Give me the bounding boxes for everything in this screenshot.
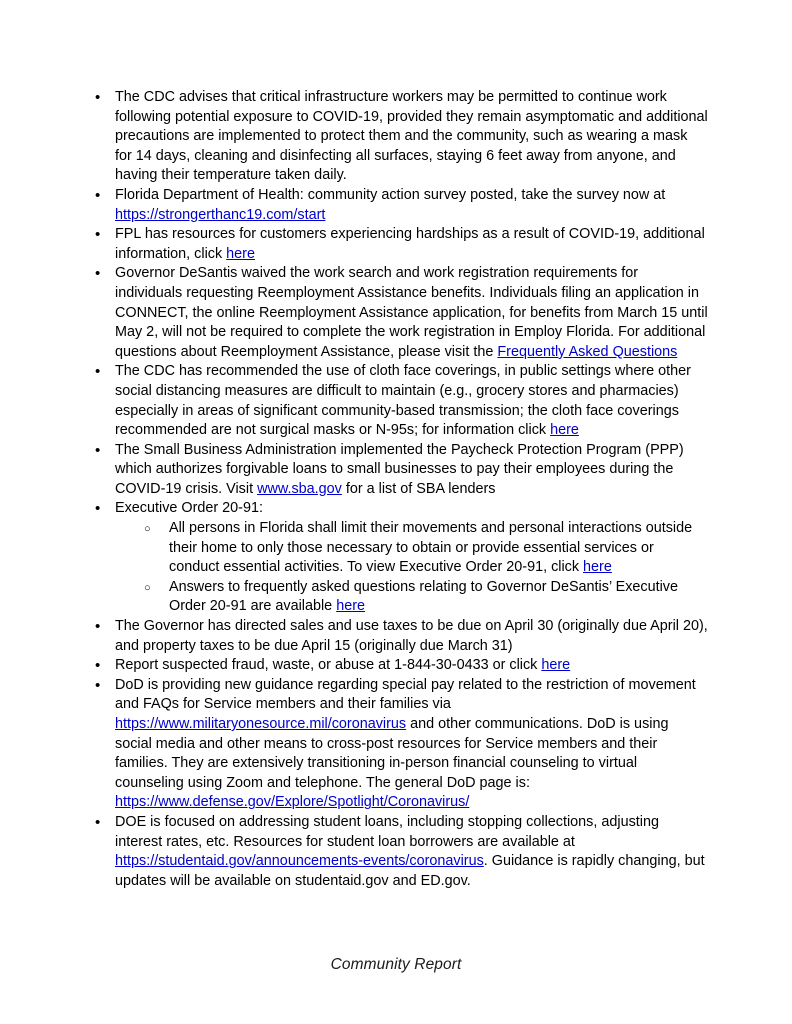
disc-bullet-icon: [95, 88, 109, 109]
hyperlink[interactable]: here: [550, 422, 579, 439]
list-item: [88, 264, 708, 362]
hyperlink[interactable]: https://www.defense.gov/Explore/Spotlight/Coronavirus/: [115, 794, 470, 811]
disc-bullet-icon: [95, 656, 109, 677]
text-run: The CDC has recommended the use of cloth face coverings, in public settings where other social distancing measures are difficult to maintain (e.g., grocery stores and pharmacies) especially in areas of significant community-based transmission; the cloth face coverings recommended are not surgical masks or N-95s; for information click: [115, 363, 691, 439]
hyperlink[interactable]: here: [336, 598, 365, 615]
list-item: [88, 499, 708, 617]
disc-bullet-icon: [95, 186, 109, 207]
list-item-text: [115, 88, 708, 186]
list-item: [88, 441, 708, 500]
bullet-list: [88, 88, 708, 891]
disc-bullet-icon: [95, 264, 109, 285]
hyperlink[interactable]: https://www.militaryonesource.mil/coronavirus: [115, 716, 407, 732]
sub-list-item: [135, 519, 708, 578]
list-item: [88, 225, 708, 264]
text-run: for a list of SBA lenders: [341, 480, 496, 497]
list-item: [88, 656, 708, 676]
hyperlink[interactable]: https://strongerthanc19.com/start: [115, 206, 326, 223]
disc-bullet-icon: [95, 676, 109, 697]
list-item: [88, 362, 708, 440]
text-run: The Small Business Administration implemented the Paycheck Protection Program (PPP) which authorizes forgivable loans to small businesses to pay their employees during the COVID-19 crisis. Visit: [115, 441, 684, 497]
list-item-text: [115, 617, 708, 656]
text-run: FPL has resources for customers experiencing hardships as a result of COVID-19, additional information, click: [115, 226, 705, 262]
disc-bullet-icon: [95, 617, 109, 638]
list-item-text: [115, 264, 708, 362]
list-item: [88, 813, 708, 891]
page-footer: Community Report: [330, 956, 462, 973]
disc-bullet-icon: [95, 225, 109, 246]
disc-bullet-icon: [95, 362, 109, 383]
sub-list-item: [135, 578, 708, 617]
document-body: [88, 88, 708, 891]
list-item-text: [115, 656, 708, 676]
text-run: Executive Order 20-91:: [115, 500, 263, 517]
list-item-text: [115, 499, 708, 519]
text-run: The CDC advises that critical infrastructure workers may be permitted to continue work following potential exposure to COVID-19, provided they remain asymptomatic and additional precautions are implemented to protect them and the community, such as wearing a mask for 14 days, cleaning and disinfecting all surfaces, staying 6 feet away from anyone, and having their temperature taken daily.: [115, 89, 708, 184]
list-item-text: [115, 225, 708, 264]
hyperlink[interactable]: here: [541, 657, 571, 674]
disc-bullet-icon: [95, 813, 109, 834]
list-item-text: [115, 813, 708, 891]
hyperlink[interactable]: here: [583, 559, 612, 576]
text-run: All persons in Florida shall limit their movements and personal interactions outside their home to only those necessary to obtain or provide essential services or conduct essential activities. To view Executive Order 20-91, click: [169, 520, 693, 576]
text-run: Answers to frequently asked questions relating to Governor DeSantis’ Executive Order 20-91 are available: [169, 578, 678, 615]
hyperlink[interactable]: here: [226, 245, 255, 262]
list-item-text: [115, 676, 708, 813]
hyperlink[interactable]: https://studentaid.gov/announcements-events/coronavirus: [115, 853, 484, 870]
list-item: [88, 88, 708, 186]
list-item-text: [169, 578, 708, 617]
text-run: and other communications. DoD is using social media and other means to cross-post resources for Service members and their families. They are extensively transitioning in-person financial counseling to virtual counseling using Zoom and telephone. The general DoD page is:: [115, 716, 669, 791]
sub-list: [115, 519, 708, 617]
text-run: . Guidance is rapidly changing, but updates will be available on studentaid.gov and ED.gov.: [115, 853, 705, 889]
text-run: Governor DeSantis waived the work search and work registration requirements for individuals requesting Reemployment Assistance benefits. Individuals filing an application in CONNECT, the online Reemployment Assistance application, for benefits from March 15 until May 2, will not be required to complete the work registration in Employ Florida. For additional questions about Reemployment Assistance, please visit the: [115, 265, 708, 360]
list-item: [88, 186, 708, 225]
list-item: [88, 617, 708, 656]
circle-bullet-icon: [144, 519, 160, 540]
text-run: Florida Department of Health: community action survey posted, take the survey now at: [115, 186, 666, 203]
hyperlink[interactable]: www.sba.gov: [257, 480, 342, 497]
list-item-text: [115, 186, 708, 225]
circle-bullet-icon: [144, 578, 160, 599]
disc-bullet-icon: [95, 441, 109, 462]
list-item-text: [169, 519, 708, 578]
text-run: DoD is providing new guidance regarding special pay related to the restriction of movement and FAQs for Service members and their families via: [115, 676, 696, 713]
list-item-text: [115, 441, 708, 500]
hyperlink[interactable]: Frequently Asked Questions: [497, 343, 678, 360]
text-run: Report suspected fraud, waste, or abuse at 1-844-30-0433 or click: [115, 657, 542, 674]
list-item-text: [115, 362, 708, 440]
text-run: The Governor has directed sales and use taxes to be due on April 30 (originally due April 20), and property taxes to be due April 15 (originally due March 31): [115, 618, 708, 654]
text-run: DOE is focused on addressing student loans, including stopping collections, adjusting interest rates, etc. Resources for student loan borrowers are available at: [115, 813, 659, 850]
list-item: [88, 676, 708, 813]
disc-bullet-icon: [95, 499, 109, 520]
